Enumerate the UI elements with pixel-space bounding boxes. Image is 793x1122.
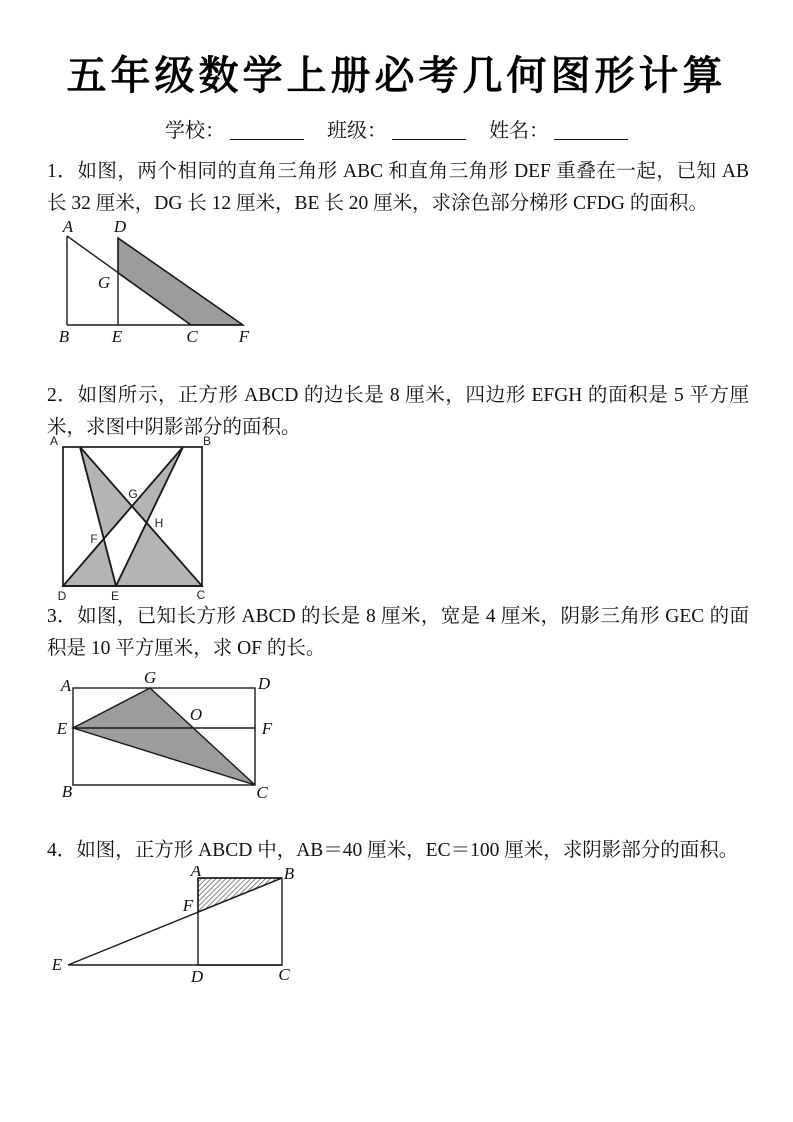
figure-2-label-A: A [49,436,59,448]
figure-4-label-D: D [190,967,204,986]
figure-2-label-C: C [196,588,206,602]
figure-1-label-F: F [238,327,250,346]
figure-3-label-B: B [61,782,73,801]
page-title: 五年级数学上册必考几何图形计算 [66,54,727,98]
class-blank-line [392,119,466,140]
figure-3-label-D: D [257,674,271,693]
figure-2-shaded-triangle-upper-left [80,447,132,539]
problem-4-text: 如图，正方形 ABCD 中，AB＝40 厘米，EC＝100 厘米，求阴影部分的面积。 [76,840,739,861]
figure-2-label-H: H [154,516,164,530]
problem-2-text: 如图所示，正方形 ABCD 的边长是 8 厘米，四边形 EFGH 的面积是 5 平方厘米，求图中阴影部分的面积。 [47,385,749,438]
figure-4-line-EB [68,878,282,965]
figure-2-label-E: E [110,589,120,602]
figure-4-label-B: B [283,866,295,883]
figure-2-shaded-triangle-ECH [116,523,202,586]
figure-2-square-crossing-triangles [48,436,218,602]
figure-2-label-F: F [90,532,98,546]
problem-4-statement [47,835,749,867]
problem-3-number: 3． [47,606,78,627]
school-field [165,120,304,142]
name-field [489,120,628,142]
problem-3-statement [47,601,749,665]
figure-2-label-B: B [202,436,212,448]
figure-3-label-G: G [143,670,157,687]
figure-4-label-F: F [182,896,194,915]
figure-4-label-A: A [190,866,202,880]
figure-3-label-A: A [60,676,72,695]
figure-4-square-external-point [45,866,300,988]
figure-2-shaded-triangle-upper-right [132,447,183,523]
problem-1-number: 1． [47,161,78,182]
problem-4-number: 4． [47,840,77,861]
figure-1-label-C: C [186,327,198,346]
school-blank-line [230,119,304,140]
figure-3-rectangle-shaded-triangle [55,670,285,810]
figure-3-shaded-triangle-GEC [73,688,255,785]
figure-1-label-D: D [113,217,127,236]
figure-2-label-G: G [128,487,138,501]
student-info-line [0,114,793,143]
figure-1-label-E: E [111,327,123,346]
problem-1-statement [47,156,749,220]
figure-3-label-E: E [56,719,68,738]
problem-3-text: 如图，已知长方形 ABCD 的长是 8 厘米，宽是 4 厘米，阴影三角形 GEC 的面积是 10 平方厘米，求 OF 的长。 [47,606,749,659]
figure-1-label-A: A [62,217,74,236]
figure-1-overlapping-triangles [45,216,260,350]
class-label: 班级： [327,120,387,142]
school-label: 学校： [165,120,225,142]
figure-1-label-B: B [58,327,70,346]
figure-2-label-D: D [57,589,67,602]
figure-3-label-O: O [189,705,203,724]
figure-4-label-C: C [278,965,290,984]
figure-4-label-E: E [51,955,63,974]
problem-2-number: 2． [47,385,78,406]
figure-3-label-F: F [261,719,273,738]
name-blank-line [554,119,628,140]
figure-3-label-C: C [256,783,268,802]
figure-1-label-G: G [97,273,111,292]
problem-2-statement [47,380,749,444]
name-label: 姓名： [489,120,549,142]
problem-1-text: 如图，两个相同的直角三角形 ABC 和直角三角形 DEF 重叠在一起，已知 AB 长 32 厘米，DG 长 12 厘米，BE 长 20 厘米，求涂色部分梯形 CFDG 的面积。 [47,161,749,214]
class-field [327,120,466,142]
